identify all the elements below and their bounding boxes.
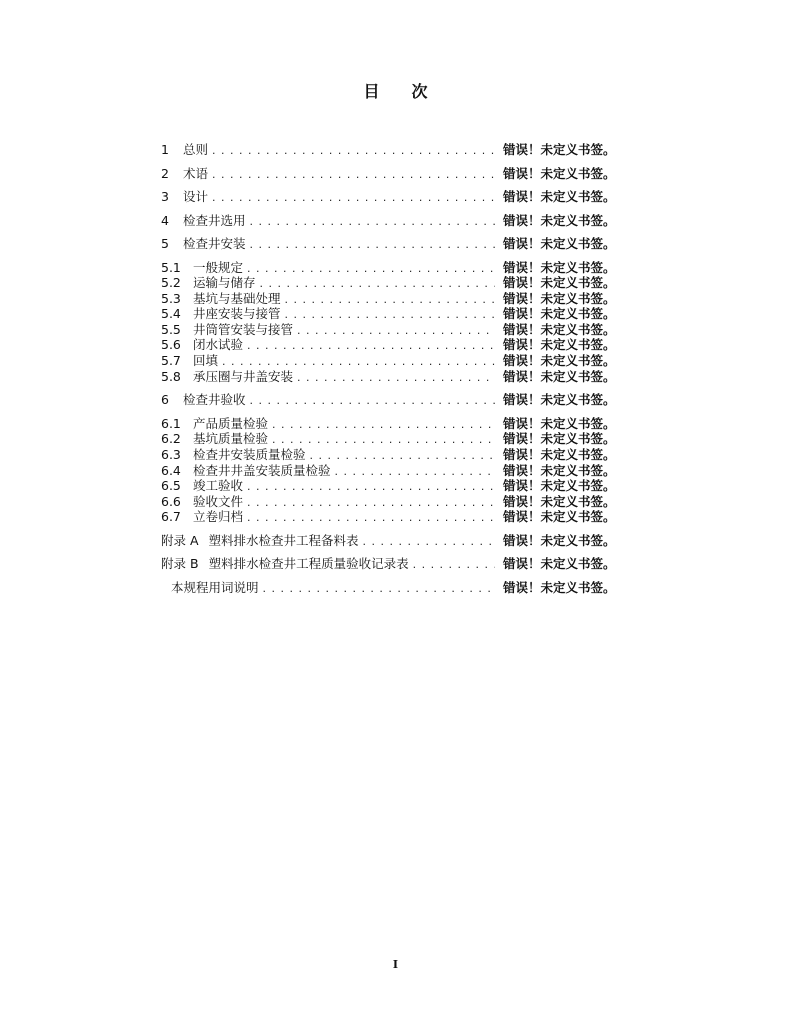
toc-entry[interactable] <box>161 232 631 256</box>
toc-dot-leader <box>250 233 495 256</box>
toc-entry-label: 回填 <box>193 353 219 369</box>
toc-entry-page-ref: 错误！未定义书签。 <box>503 212 616 228</box>
toc-entry-label: 塑料排水检查井工程备料表 <box>208 532 359 548</box>
toc-dot-leader <box>212 186 495 209</box>
toc-dot-leader <box>363 530 495 553</box>
table-of-contents <box>161 138 631 599</box>
toc-entry-label: 井座安装与接管 <box>193 306 281 322</box>
toc-entry-label: 立卷归档 <box>193 509 244 525</box>
toc-title <box>0 79 791 102</box>
toc-dot-leader <box>247 261 495 276</box>
toc-entry[interactable] <box>161 529 631 553</box>
toc-entry-label: 基坑质量检验 <box>193 431 269 447</box>
toc-entry-page-ref: 错误！未定义书签。 <box>503 275 616 291</box>
toc-entry[interactable] <box>161 322 631 338</box>
toc-entry[interactable] <box>161 478 631 494</box>
toc-entry-number: 6.5 <box>161 478 181 494</box>
toc-entry[interactable] <box>161 162 631 186</box>
toc-entry[interactable] <box>161 275 631 291</box>
toc-entry[interactable] <box>161 291 631 307</box>
toc-entry-page-ref: 错误！未定义书签。 <box>503 306 616 322</box>
toc-entry-page-ref: 错误！未定义书签。 <box>503 462 616 478</box>
page-number: I <box>392 958 399 971</box>
toc-entry[interactable] <box>161 388 631 412</box>
toc-entry-label: 总则 <box>183 142 209 157</box>
toc-dot-leader <box>263 577 495 600</box>
toc-dot-leader <box>247 495 495 510</box>
toc-dot-leader <box>250 210 495 233</box>
toc-entry-number: 6.3 <box>161 446 181 462</box>
toc-entry-label: 竣工验收 <box>193 478 244 494</box>
toc-dot-leader <box>212 163 495 186</box>
toc-dot-leader <box>250 389 495 412</box>
toc-entry-page-ref: 错误！未定义书签。 <box>503 337 616 353</box>
toc-dot-leader <box>335 464 495 479</box>
toc-entry-label: 井筒管安装与接管 <box>193 321 294 337</box>
toc-dot-leader <box>285 292 495 307</box>
toc-entry-label: 运输与储存 <box>193 275 256 291</box>
toc-entry[interactable] <box>161 260 631 276</box>
toc-entry-page-ref: 错误！未定义书签。 <box>503 556 616 572</box>
toc-entry-label: 检查井井盖安装质量检验 <box>193 462 331 478</box>
toc-entry[interactable] <box>161 353 631 369</box>
toc-entry-label: 检查井安装 <box>183 236 246 251</box>
toc-dot-leader <box>297 323 495 338</box>
toc-entry-number: 4 <box>161 212 169 228</box>
toc-entry-label: 闭水试验 <box>193 337 244 353</box>
toc-entry-number: 5.4 <box>161 306 181 322</box>
toc-entry-number: 5.1 <box>161 259 181 275</box>
toc-entry-page-ref: 错误！未定义书签。 <box>503 290 616 306</box>
toc-entry-label: 产品质量检验 <box>193 415 269 431</box>
toc-entry-number: 5.3 <box>161 290 181 306</box>
toc-entry-number: 3 <box>161 189 169 204</box>
toc-entry-number: 附录 B <box>161 556 199 572</box>
toc-entry[interactable] <box>161 138 631 162</box>
toc-entry[interactable] <box>161 431 631 447</box>
toc-entry[interactable] <box>161 494 631 510</box>
toc-entry[interactable] <box>161 337 631 353</box>
toc-entry[interactable] <box>161 306 631 322</box>
toc-entry[interactable] <box>161 576 631 600</box>
toc-entry-number: 5.7 <box>161 353 181 369</box>
toc-entry[interactable] <box>161 552 631 576</box>
toc-entry-page-ref: 错误！未定义书签。 <box>503 579 616 595</box>
toc-entry-page-ref: 错误！未定义书签。 <box>503 189 616 204</box>
toc-entry-label: 设计 <box>183 189 209 204</box>
toc-dot-leader <box>413 553 495 576</box>
toc-entry-number: 6.4 <box>161 462 181 478</box>
toc-entry-number: 6.2 <box>161 431 181 447</box>
toc-dot-leader <box>212 139 495 162</box>
toc-entry[interactable] <box>161 369 631 385</box>
toc-entry-label: 基坑与基础处理 <box>193 290 281 306</box>
toc-entry-number: 6 <box>161 392 169 408</box>
toc-entry-number: 6.1 <box>161 415 181 431</box>
toc-dot-leader <box>222 354 495 369</box>
toc-entry-number: 5.5 <box>161 321 181 337</box>
toc-dot-leader <box>272 417 495 432</box>
toc-entry-number: 2 <box>161 165 169 181</box>
toc-dot-leader <box>247 479 495 494</box>
toc-dot-leader <box>247 510 495 525</box>
toc-entry-page-ref: 错误！未定义书签。 <box>503 321 616 337</box>
toc-title-right: 次 <box>411 82 428 101</box>
toc-entry-page-ref: 错误！未定义书签。 <box>503 236 616 251</box>
toc-entry-label: 术语 <box>183 165 209 181</box>
toc-entry[interactable] <box>161 509 631 525</box>
toc-entry-number: 5 <box>161 236 169 251</box>
toc-entry-number: 6.7 <box>161 509 181 525</box>
toc-entry-page-ref: 错误！未定义书签。 <box>503 165 616 181</box>
toc-entry-page-ref: 错误！未定义书签。 <box>503 431 616 447</box>
toc-dot-leader <box>272 432 495 447</box>
toc-entry-label: 验收文件 <box>193 493 244 509</box>
toc-entry-label: 检查井验收 <box>183 392 246 408</box>
toc-title-left: 目 <box>363 82 380 101</box>
toc-entry[interactable] <box>161 416 631 432</box>
toc-entry-page-ref: 错误！未定义书签。 <box>503 353 616 369</box>
toc-entry[interactable] <box>161 209 631 233</box>
toc-entry-label: 塑料排水检查井工程质量验收记录表 <box>208 556 409 572</box>
toc-dot-leader <box>260 276 495 291</box>
toc-dot-leader <box>310 448 495 463</box>
toc-dot-leader <box>247 338 495 353</box>
toc-entry[interactable] <box>161 463 631 479</box>
toc-entry-label: 本规程用词说明 <box>171 579 259 595</box>
toc-entry-label: 检查井安装质量检验 <box>193 446 306 462</box>
toc-entry-page-ref: 错误！未定义书签。 <box>503 532 616 548</box>
toc-entry-number: 5.2 <box>161 275 181 291</box>
toc-entry-page-ref: 错误！未定义书签。 <box>503 392 616 408</box>
toc-entry-label: 承压圈与井盖安装 <box>193 368 294 384</box>
toc-entry-page-ref: 错误！未定义书签。 <box>503 493 616 509</box>
toc-entry-page-ref: 错误！未定义书签。 <box>503 259 616 275</box>
toc-entry-label: 一般规定 <box>193 259 244 275</box>
toc-entry-number: 6.6 <box>161 493 181 509</box>
toc-entry-page-ref: 错误！未定义书签。 <box>503 478 616 494</box>
toc-dot-leader <box>297 370 495 385</box>
toc-dot-leader <box>285 307 495 322</box>
toc-entry-page-ref: 错误！未定义书签。 <box>503 415 616 431</box>
toc-entry-number: 1 <box>161 142 169 157</box>
toc-entry-page-ref: 错误！未定义书签。 <box>503 446 616 462</box>
toc-entry[interactable] <box>161 447 631 463</box>
toc-entry-number: 附录 A <box>161 532 199 548</box>
toc-entry-label: 检查井选用 <box>183 212 246 228</box>
toc-entry-number: 5.6 <box>161 337 181 353</box>
toc-entry-page-ref: 错误！未定义书签。 <box>503 509 616 525</box>
toc-entry-page-ref: 错误！未定义书签。 <box>503 142 616 157</box>
toc-entry-number: 5.8 <box>161 368 181 384</box>
toc-entry-page-ref: 错误！未定义书签。 <box>503 368 616 384</box>
toc-entry[interactable] <box>161 185 631 209</box>
